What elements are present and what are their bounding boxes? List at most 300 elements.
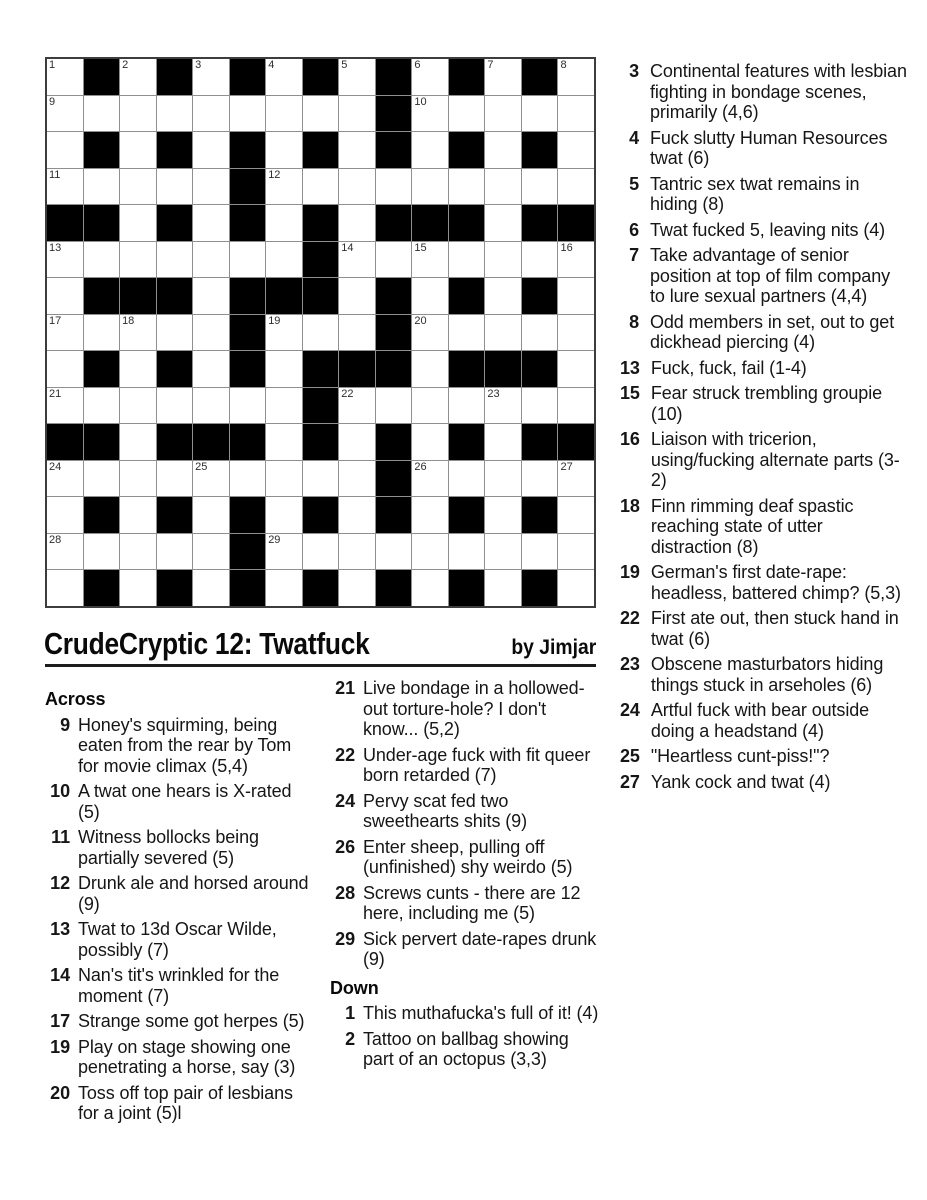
cell-number: 16 <box>560 241 573 254</box>
grid-cell[interactable] <box>157 461 193 497</box>
grid-cell[interactable] <box>412 169 448 205</box>
grid-cell[interactable] <box>266 96 302 132</box>
grid-cell[interactable] <box>485 96 521 132</box>
grid-cell[interactable] <box>47 570 83 606</box>
grid-cell[interactable] <box>522 388 558 424</box>
cell-number: 8 <box>560 59 567 71</box>
grid-cell-black <box>84 205 120 241</box>
grid-cell-black <box>157 351 193 387</box>
grid-cell[interactable] <box>230 96 266 132</box>
grid-cell-black <box>449 497 485 533</box>
grid-cell-black <box>230 169 266 205</box>
clue-text: Nan's tit's wrinkled for the moment (7) <box>78 965 280 1006</box>
grid-cell[interactable] <box>120 205 156 241</box>
clue-item <box>620 700 908 741</box>
grid-cell[interactable] <box>558 570 594 606</box>
down-clue-list <box>330 1003 602 1070</box>
grid-cell-black <box>84 497 120 533</box>
grid-cell[interactable] <box>339 388 375 424</box>
grid-cell[interactable] <box>193 205 229 241</box>
grid-cell[interactable] <box>157 315 193 351</box>
grid-cell[interactable] <box>84 169 120 205</box>
grid-cell[interactable] <box>120 242 156 278</box>
clue-text: Fuck slutty Human Resources twat (6) <box>650 127 888 168</box>
grid-cell-black <box>449 132 485 168</box>
grid-cell[interactable] <box>339 132 375 168</box>
grid-cell[interactable] <box>266 534 302 570</box>
grid-cell[interactable] <box>47 132 83 168</box>
grid-cell[interactable] <box>376 242 412 278</box>
grid-cell-black <box>558 424 594 460</box>
grid-cell[interactable] <box>193 315 229 351</box>
clue-number: 24 <box>620 700 640 720</box>
grid-cell[interactable] <box>120 351 156 387</box>
grid-cell[interactable] <box>303 169 339 205</box>
grid-cell-black <box>120 278 156 314</box>
grid-cell-black <box>157 59 193 95</box>
grid-cell-black <box>303 570 339 606</box>
grid-cell[interactable] <box>47 59 83 95</box>
clue-number: 3 <box>629 61 639 81</box>
grid-cell-black <box>157 570 193 606</box>
clue-item <box>330 678 602 740</box>
grid-cell[interactable] <box>266 570 302 606</box>
grid-cell[interactable] <box>303 96 339 132</box>
clue-item <box>330 745 602 786</box>
grid-cell-black <box>522 424 558 460</box>
cell-number: 6 <box>414 59 421 71</box>
byline-text: by Jimjar <box>511 636 596 659</box>
grid-cell[interactable] <box>193 570 229 606</box>
grid-cell[interactable] <box>412 132 448 168</box>
grid-cell-black <box>303 278 339 314</box>
grid-cell[interactable] <box>47 242 83 278</box>
clue-number: 22 <box>335 744 355 765</box>
clue-text: Pervy scat fed two sweethearts shits (9) <box>363 790 527 831</box>
clue-number: 11 <box>51 827 70 847</box>
grid-cell[interactable] <box>412 315 448 351</box>
clue-number: 28 <box>335 882 355 903</box>
clue-number: 26 <box>335 836 355 857</box>
grid-cell[interactable] <box>193 351 229 387</box>
cell-number: 18 <box>122 314 135 327</box>
clue-text: Honey's squirming, being eaten from the rear by Tom for movie climax (5,4) <box>78 714 292 776</box>
grid-cell[interactable] <box>47 534 83 570</box>
grid-cell[interactable] <box>120 59 156 95</box>
grid-cell[interactable] <box>266 132 302 168</box>
grid-cell[interactable] <box>47 388 83 424</box>
clue-text: "Heartless cunt-piss!"? <box>650 746 830 766</box>
grid-cell[interactable] <box>522 315 558 351</box>
grid-cell[interactable] <box>266 424 302 460</box>
grid-cell[interactable] <box>84 96 120 132</box>
clue-number: 19 <box>620 562 640 582</box>
cell-number: 3 <box>195 59 202 71</box>
grid-cell-black <box>376 424 412 460</box>
grid-cell[interactable] <box>339 424 375 460</box>
grid-cell[interactable] <box>412 570 448 606</box>
grid-cell-black <box>230 205 266 241</box>
grid-cell-black <box>84 59 120 95</box>
clue-column-left <box>45 689 309 1129</box>
grid-cell[interactable] <box>120 424 156 460</box>
clue-text: Drunk ale and horsed around (9) <box>78 873 309 914</box>
grid-cell[interactable] <box>558 351 594 387</box>
grid-cell[interactable] <box>522 242 558 278</box>
clue-text: This muthafucka's full of it! (4) <box>363 1003 599 1023</box>
clue-text: Sick pervert date-rapes drunk (9) <box>363 928 597 969</box>
clue-number: 4 <box>629 127 639 148</box>
grid-cell[interactable] <box>412 351 448 387</box>
grid-cell[interactable] <box>84 534 120 570</box>
grid-cell-black <box>266 278 302 314</box>
grid-cell[interactable] <box>376 388 412 424</box>
grid-cell[interactable] <box>485 169 521 205</box>
grid-cell[interactable] <box>84 388 120 424</box>
grid-cell-black <box>522 278 558 314</box>
cell-number: 21 <box>49 387 62 400</box>
grid-cell-black <box>449 570 485 606</box>
clue-number: 29 <box>335 928 355 949</box>
grid-cell-black <box>449 278 485 314</box>
grid-cell[interactable] <box>47 169 83 205</box>
across-header: Across <box>45 689 106 709</box>
grid-cell[interactable] <box>412 534 448 570</box>
grid-cell[interactable] <box>558 461 594 497</box>
grid-cell[interactable] <box>485 534 521 570</box>
grid-cell[interactable] <box>120 315 156 351</box>
clue-item <box>45 873 309 914</box>
grid-cell[interactable] <box>412 461 448 497</box>
grid-cell[interactable] <box>193 242 229 278</box>
grid-cell[interactable] <box>412 424 448 460</box>
clue-item <box>620 128 908 169</box>
grid-cell[interactable] <box>230 461 266 497</box>
grid-cell-black <box>230 497 266 533</box>
grid-cell-black <box>230 278 266 314</box>
clue-item <box>45 1037 309 1078</box>
grid-cell[interactable] <box>449 169 485 205</box>
grid-cell[interactable] <box>339 205 375 241</box>
grid-cell[interactable] <box>412 388 448 424</box>
clue-item <box>330 1003 602 1024</box>
grid-cell[interactable] <box>120 570 156 606</box>
clue-column-middle <box>330 678 602 1075</box>
grid-cell[interactable] <box>84 461 120 497</box>
grid-cell[interactable] <box>47 351 83 387</box>
grid-cell-black <box>230 351 266 387</box>
grid-cell[interactable] <box>485 242 521 278</box>
grid-cell[interactable] <box>558 132 594 168</box>
grid-cell[interactable] <box>376 534 412 570</box>
clue-item <box>45 827 309 868</box>
grid-cell[interactable] <box>339 570 375 606</box>
grid-cell-black <box>376 461 412 497</box>
clue-text: Strange some got herpes (5) <box>78 1011 305 1031</box>
clue-number: 15 <box>620 383 640 403</box>
clue-text: Finn rimming deaf spastic reaching state of utter distraction (8) <box>650 495 854 557</box>
grid-cell[interactable] <box>303 461 339 497</box>
clue-number: 22 <box>620 608 640 628</box>
grid-cell[interactable] <box>376 169 412 205</box>
grid-cell[interactable] <box>485 388 521 424</box>
grid-cell[interactable] <box>558 96 594 132</box>
cell-number: 10 <box>414 95 427 108</box>
clue-number: 8 <box>629 311 639 332</box>
grid-cell-black <box>412 205 448 241</box>
grid-cell[interactable] <box>485 497 521 533</box>
grid-cell[interactable] <box>120 461 156 497</box>
clue-number: 7 <box>629 245 639 265</box>
grid-cell[interactable] <box>266 59 302 95</box>
grid-cell[interactable] <box>230 242 266 278</box>
clue-item <box>330 1029 602 1070</box>
grid-cell[interactable] <box>266 205 302 241</box>
clue-number: 6 <box>629 219 639 240</box>
clue-text: Witness bollocks being partially severed (5) <box>78 827 259 868</box>
cell-number: 20 <box>414 314 427 327</box>
grid-cell[interactable] <box>449 96 485 132</box>
grid-cell[interactable] <box>266 169 302 205</box>
grid-cell[interactable] <box>339 96 375 132</box>
grid-cell[interactable] <box>558 315 594 351</box>
grid-cell[interactable] <box>193 388 229 424</box>
clue-number: 17 <box>50 1011 70 1031</box>
grid-cell[interactable] <box>157 96 193 132</box>
grid-cell[interactable] <box>412 59 448 95</box>
down-header: Down <box>330 977 379 998</box>
grid-cell[interactable] <box>47 461 83 497</box>
grid-cell-black <box>230 570 266 606</box>
clue-item <box>620 383 908 424</box>
title-divider <box>45 664 596 667</box>
clue-item <box>330 837 602 878</box>
grid-cell[interactable] <box>120 534 156 570</box>
grid-cell[interactable] <box>230 388 266 424</box>
grid-cell[interactable] <box>412 96 448 132</box>
grid-cell[interactable] <box>558 169 594 205</box>
grid-cell[interactable] <box>485 205 521 241</box>
page-title-text: CrudeCryptic 12: Twatfuck <box>44 626 370 661</box>
grid-cell[interactable] <box>339 169 375 205</box>
grid-cell[interactable] <box>485 132 521 168</box>
cell-number: 26 <box>414 460 427 473</box>
grid-cell[interactable] <box>412 497 448 533</box>
grid-cell[interactable] <box>193 169 229 205</box>
clue-item <box>620 608 908 649</box>
grid-cell-black <box>47 205 83 241</box>
grid-cell[interactable] <box>84 315 120 351</box>
grid-cell[interactable] <box>157 169 193 205</box>
grid-cell[interactable] <box>266 461 302 497</box>
grid-cell[interactable] <box>558 534 594 570</box>
clue-text: Yank cock and twat (4) <box>650 771 831 792</box>
grid-cell[interactable] <box>485 59 521 95</box>
clue-number: 21 <box>335 678 355 698</box>
grid-cell[interactable] <box>449 315 485 351</box>
cell-number: 7 <box>487 59 494 71</box>
clue-text: Play on stage showing one penetrating a horse, say (3) <box>78 1036 296 1077</box>
clue-item <box>330 883 602 924</box>
grid-cell-black <box>522 132 558 168</box>
grid-cell-black <box>303 205 339 241</box>
grid-cell[interactable] <box>266 497 302 533</box>
cell-number: 24 <box>49 460 62 473</box>
clue-item <box>45 715 309 777</box>
clue-number: 19 <box>50 1036 70 1057</box>
clue-item <box>620 174 908 215</box>
grid-cell[interactable] <box>339 534 375 570</box>
clue-number: 9 <box>60 714 70 735</box>
clue-number: 2 <box>345 1028 355 1049</box>
grid-cell[interactable] <box>193 278 229 314</box>
clue-item <box>45 919 309 960</box>
grid-cell[interactable] <box>485 315 521 351</box>
grid-cell-black <box>157 205 193 241</box>
grid-cell[interactable] <box>47 278 83 314</box>
grid-cell[interactable] <box>157 242 193 278</box>
grid-cell[interactable] <box>449 534 485 570</box>
grid-cell-black <box>303 59 339 95</box>
grid-cell[interactable] <box>266 388 302 424</box>
grid-cell[interactable] <box>193 534 229 570</box>
grid-cell-black <box>303 424 339 460</box>
grid-cell-black <box>449 59 485 95</box>
clue-item <box>45 781 309 822</box>
grid-cell-black <box>193 424 229 460</box>
grid-cell[interactable] <box>120 497 156 533</box>
grid-cell[interactable] <box>339 497 375 533</box>
clue-text: German's first date-rape: headless, battered chimp? (5,3) <box>650 562 901 603</box>
grid-cell-black <box>84 132 120 168</box>
grid-cell[interactable] <box>193 59 229 95</box>
grid-cell-black <box>339 351 375 387</box>
across-clue-list <box>45 715 309 1124</box>
grid-cell[interactable] <box>522 96 558 132</box>
grid-cell[interactable] <box>120 96 156 132</box>
grid-cell-black <box>485 351 521 387</box>
grid-cell-black <box>157 278 193 314</box>
grid-cell-black <box>449 205 485 241</box>
grid-cell[interactable] <box>558 497 594 533</box>
grid-cell-black <box>376 497 412 533</box>
grid-cell[interactable] <box>157 388 193 424</box>
grid-cell-black <box>522 351 558 387</box>
grid-cell[interactable] <box>266 242 302 278</box>
clue-number: 13 <box>50 919 70 939</box>
grid-cell[interactable] <box>120 388 156 424</box>
grid-cell[interactable] <box>412 242 448 278</box>
grid-cell-black <box>376 96 412 132</box>
clue-item <box>620 358 908 379</box>
grid-cell[interactable] <box>558 278 594 314</box>
grid-cell[interactable] <box>558 388 594 424</box>
clue-item <box>45 1011 309 1032</box>
clue-number: 1 <box>345 1003 355 1023</box>
grid-cell[interactable] <box>485 424 521 460</box>
grid-cell[interactable] <box>485 461 521 497</box>
grid-cell[interactable] <box>120 132 156 168</box>
cell-number: 17 <box>49 314 62 327</box>
clue-number: 18 <box>620 495 640 516</box>
grid-cell-black <box>376 132 412 168</box>
grid-cell[interactable] <box>485 278 521 314</box>
grid-cell[interactable] <box>449 242 485 278</box>
grid-cell-black <box>230 534 266 570</box>
grid-cell[interactable] <box>558 59 594 95</box>
across-clue-list-continued <box>330 678 602 970</box>
grid-cell-black <box>376 205 412 241</box>
grid-cell[interactable] <box>339 461 375 497</box>
grid-cell[interactable] <box>193 497 229 533</box>
clue-text: Twat to 13d Oscar Wilde, possibly (7) <box>78 919 277 960</box>
grid-cell-black <box>303 132 339 168</box>
cell-number: 1 <box>49 59 56 71</box>
grid-cell[interactable] <box>84 242 120 278</box>
clue-number: 12 <box>50 873 70 893</box>
grid-cell[interactable] <box>47 315 83 351</box>
grid-cell[interactable] <box>303 315 339 351</box>
cell-number: 2 <box>122 59 129 71</box>
grid-cell-black <box>230 59 266 95</box>
clue-item <box>620 429 908 491</box>
clue-number: 10 <box>50 781 70 801</box>
grid-cell[interactable] <box>120 169 156 205</box>
grid-cell[interactable] <box>339 242 375 278</box>
grid-cell[interactable] <box>449 461 485 497</box>
clue-item <box>620 496 908 558</box>
grid-cell[interactable] <box>193 96 229 132</box>
grid-cell[interactable] <box>266 351 302 387</box>
grid-cell[interactable] <box>47 497 83 533</box>
grid-cell-black <box>157 497 193 533</box>
clue-text: Continental features with lesbian fighting in bondage scenes, primarily (4,6) <box>650 61 907 122</box>
grid-cell[interactable] <box>193 132 229 168</box>
grid-cell[interactable] <box>339 315 375 351</box>
grid-cell[interactable] <box>193 461 229 497</box>
cell-number: 28 <box>49 533 62 546</box>
clue-number: 20 <box>50 1082 70 1103</box>
grid-cell[interactable] <box>266 315 302 351</box>
clue-text: Liaison with tricerion, using/fucking alternate parts (3-2) <box>650 429 900 490</box>
grid-cell[interactable] <box>303 534 339 570</box>
grid-cell[interactable] <box>522 461 558 497</box>
clue-number: 23 <box>620 654 640 674</box>
cell-number: 29 <box>268 533 281 546</box>
cell-number: 14 <box>341 241 354 254</box>
grid-cell[interactable] <box>522 169 558 205</box>
clue-text: Artful fuck with bear outside doing a headstand (4) <box>650 700 870 741</box>
grid-cell[interactable] <box>47 96 83 132</box>
clue-text: Toss off top pair of lesbians for a joint (5)l <box>78 1082 293 1123</box>
grid-cell[interactable] <box>485 570 521 606</box>
byline <box>45 636 596 660</box>
grid-cell[interactable] <box>157 534 193 570</box>
grid-cell[interactable] <box>412 278 448 314</box>
clue-number: 5 <box>629 173 639 194</box>
grid-cell-black <box>558 205 594 241</box>
grid-cell[interactable] <box>522 534 558 570</box>
cell-number: 4 <box>268 59 275 71</box>
grid-cell[interactable] <box>449 388 485 424</box>
clue-text: Enter sheep, pulling off (unfinished) shy weirdo (5) <box>363 836 573 877</box>
grid-cell[interactable] <box>339 59 375 95</box>
grid-cell[interactable] <box>339 278 375 314</box>
clue-text: Fear struck trembling groupie (10) <box>650 383 883 424</box>
grid-cell-black <box>303 242 339 278</box>
grid-cell[interactable] <box>558 242 594 278</box>
clue-item <box>330 929 602 970</box>
